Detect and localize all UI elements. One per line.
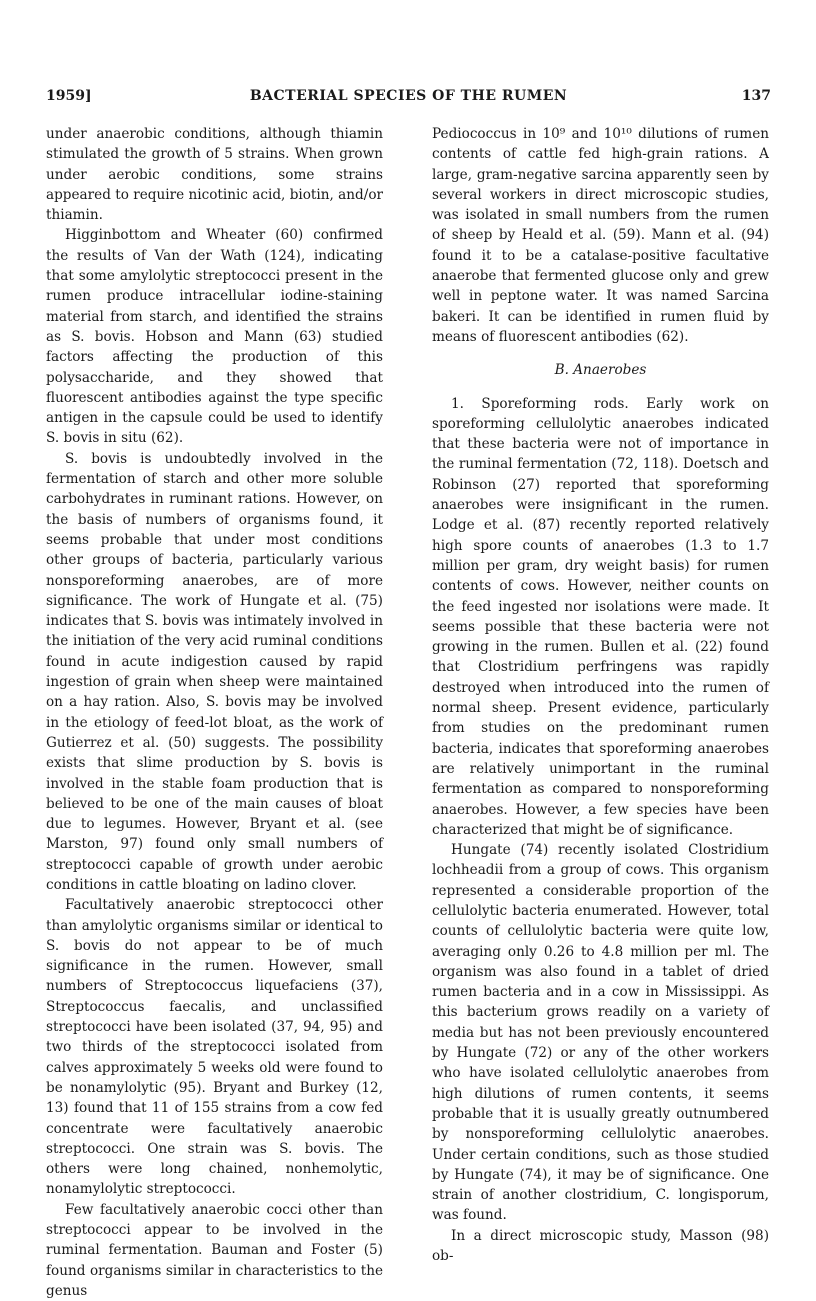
paragraph: under anaerobic conditions, although thiamin stimulated the growth of 5 strains. When grown under aerobic conditions, some strains appeared to require nicotinic acid, biotin, and/or thiamin. <box>46 126 383 224</box>
running-header <box>46 88 771 108</box>
paragraph: 1. Sporeforming rods. Early work on sporeforming cellulolytic anaerobes indicated that these bacteria were not of importance in the ruminal fermentation (72, 118). Doetsch and Robinson (27) reported that sporeforming anaerobes were insignificant in the rumen. Lodge et al. (87) recently reported relatively high spore counts of anaerobes (1.3 to 1.7 million per gram, dry weight basis) for rumen contents of cows. However, neither counts on the feed ingested nor isolations were made. It seems possible that these bacteria were not growing in the rumen. Bullen et al. (22) found that Clostridium perfringens was rapidly destroyed when introduced into the rumen of normal sheep. Present evidence, particularly from studies on the predominant rumen bacteria, indicates that sporeforming anaerobes are relatively unimportant in the ruminal fermentation as compared to nonsporeforming anaerobes. However, a few species have been characterized that might be of significance. <box>432 395 769 838</box>
page-number: 137 <box>741 88 771 104</box>
paragraph: S. bovis is undoubtedly involved in the fermentation of starch and other more soluble carbohydrates in ruminant rations. However, on the basis of numbers of organisms found, it seems probable that under most conditions other groups of bacteria, particularly various nonsporeforming anaerobes, are of more significance. The work of Hungate et al. (75) indicates that S. bovis was intimately involved in the initiation of the very acid ruminal conditions found in acute indigestion caused by rapid ingestion of grain when sheep were maintained on a hay ration. Also, S. bovis may be involved in the etiology of feed-lot bloat, as the work of Gutierrez et al. (50) suggests. The possibility exists that slime production by S. bovis is involved in the stable foam production that is believed to be one of the main causes of bloat due to legumes. However, Bryant et al. (see Marston, 97) found only small numbers of streptococci capable of growth under aerobic conditions in cattle bloating on ladino clover. <box>46 450 383 893</box>
right-column <box>432 124 769 1266</box>
header-title: BACTERIAL SPECIES OF THE RUMEN <box>249 88 568 104</box>
paragraph: Hungate (74) recently isolated Clostridium lochheadii from a group of cows. This organism represented a considerable proportion of the cellulolytic bacteria enumerated. However, total counts of cellulolytic bacteria were quite low, averaging only 0.26 to 4.8 million per ml. The organism was also found in a tablet of dried rumen bacteria and in a cow in Mississippi. As this bacterium grows readily on a variety of media but has not been previously encountered by Hungate (72) or any of the other workers who have isolated cellulolytic anaerobes from high dilutions of rumen contents, it seems probable that it is usually greatly outnumbered by nonsporeforming cellulolytic anaerobes. Under certain conditions, such as those studied by Hungate (74), it may be of significance. One strain of another clostridium, C. longisporum, was found. <box>432 842 769 1224</box>
left-column <box>46 124 383 1301</box>
section-heading: B. Anaerobes <box>554 362 647 379</box>
paragraph: Pediococcus in 10⁹ and 10¹⁰ dilutions of rumen contents of cattle fed high-grain rations. A large, gram-negative sarcina apparently seen by several workers in direct microscopic studies, was isolated in small numbers from the rumen of sheep by Heald et al. (59). Mann et al. (94) found it to be a catalase-positive facultative anaerobe that fermented glucose only and grew well in peptone water. It was named Sarcina bakeri. It can be identified in rumen fluid by means of fluorescent antibodies (62). <box>432 126 769 345</box>
paragraph: Few facultatively anaerobic cocci other than streptococci appear to be involved in the ruminal fermentation. Bauman and Foster (5) found organisms similar in characteristics to the genus <box>46 1201 383 1299</box>
header-year: 1959] <box>46 88 92 104</box>
paragraph: In a direct microscopic study, Masson (98) ob- <box>432 1227 769 1265</box>
paragraph: Facultatively anaerobic streptococci other than amylolytic organisms similar or identical to S. bovis do not appear to be of much significance in the rumen. However, small numbers of Streptococcus liquefaciens (37), Streptococcus faecalis, and unclassified streptococci have been isolated (37, 94, 95) and two thirds of the streptococci isolated from calves approximately 5 weeks old were found to be nonamylolytic (95). Bryant and Burkey (12, 13) found that 11 of 155 strains from a cow fed concentrate were facultatively anaerobic streptococci. One strain was S. bovis. The others were long chained, nonhemolytic, nonamylolytic streptococci. <box>46 897 383 1198</box>
paragraph: Higginbottom and Wheater (60) confirmed the results of Van der Wath (124), indicating that some amylolytic streptococci present in the rumen produce intracellular iodine-staining material from starch, and identified the strains as S. bovis. Hobson and Mann (63) studied factors affecting the production of this polysaccharide, and they showed that fluorescent antibodies against the type specific antigen in the capsule could be used to identify S. bovis in situ (62). <box>46 227 383 447</box>
